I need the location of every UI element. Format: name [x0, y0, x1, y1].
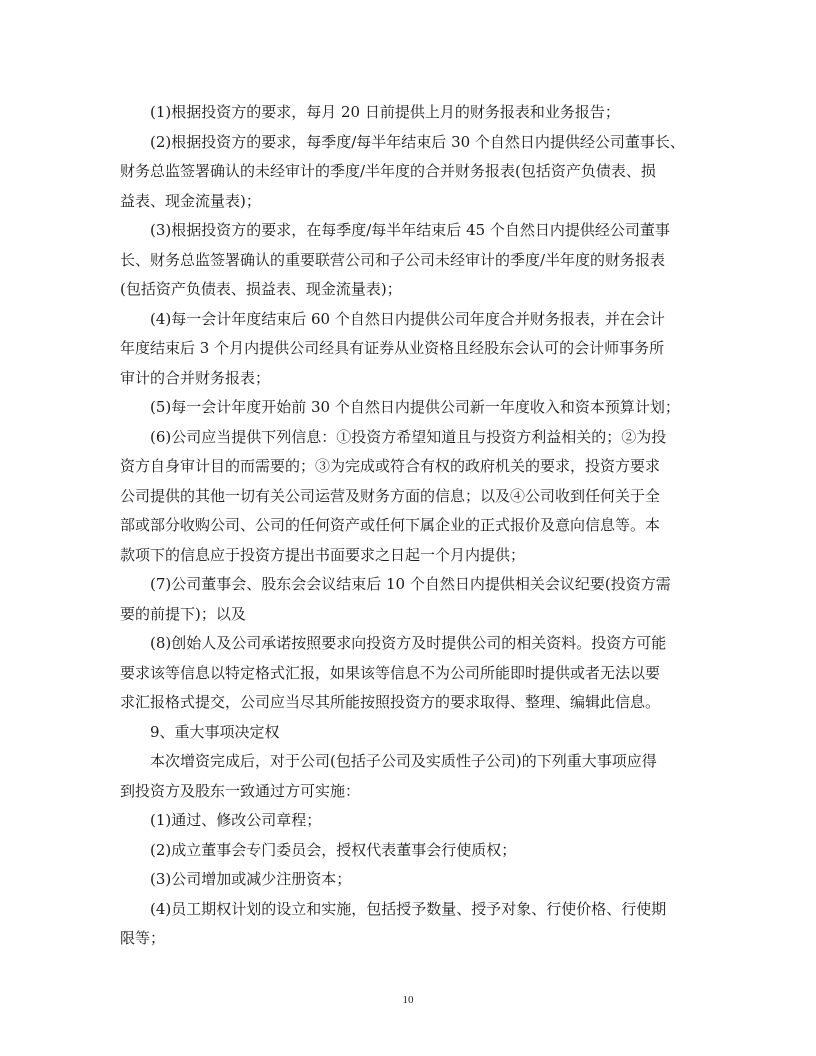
paragraph-information-provision	[120, 423, 698, 571]
paragraph-line: (包括资产负债表、损益表、现金流量表)；	[120, 280, 402, 298]
page-number: 10	[402, 994, 414, 1006]
paragraph-line: 审计的合并财务报表；	[120, 368, 271, 387]
paragraph-financial-report-monthly	[120, 98, 698, 128]
paragraph-line: (2)根据投资方的要求，每季度/每半年结束后 30 个自然日内提供经公司董事长、	[150, 132, 685, 151]
paragraph-line: (1)根据投资方的要求，每月 20 日前提供上月的财务报表和业务报告；	[150, 103, 620, 121]
document-body	[120, 98, 698, 954]
paragraph-line: 要的前提下)；以及	[120, 604, 246, 623]
paragraph-meeting-minutes	[120, 570, 698, 629]
paragraph-line: (6)公司应当提供下列信息：①投资方希望知道且与投资方利益相关的；②为投	[150, 427, 667, 446]
paragraph-line: 限等；	[120, 929, 166, 947]
paragraph-line: 本次增资完成后，对于公司(包括子公司及实质性子公司)的下列重大事项应得	[150, 752, 657, 770]
section-heading-major-decisions	[120, 718, 698, 748]
paragraph-line: 要求该等信息以特定格式汇报，如果该等信息不为公司所能即时提供或者无法以要	[120, 663, 661, 682]
paragraph-line: 款项下的信息应于投资方提出书面要求之日起一个月内提供；	[120, 545, 526, 564]
paragraph-major-decisions-intro	[120, 747, 698, 806]
paragraph-line: (4)每一会计年度结束后 60 个自然日内提供公司年度合并财务报表，并在会计	[150, 309, 665, 328]
paragraph-line: 长、财务总监签署确认的重要联营公司和子公司未经审计的季度/半年度的财务报表	[120, 250, 666, 269]
paragraph-annual-report	[120, 305, 698, 394]
section-heading: 9、重大事项决定权	[150, 722, 280, 741]
paragraph-financial-report-quarterly	[120, 128, 698, 217]
paragraph-line: 部或部分收购公司、公司的任何资产或任何下属企业的正式报价及意向信息等。本	[120, 516, 661, 534]
paragraph-line: (1)通过、修改公司章程；	[150, 811, 322, 829]
list-item-articles-of-association	[120, 806, 698, 836]
paragraph-line: 年度结束后 3 个月内提供公司经具有证券从业资格且经股东会认可的会计师事务所	[120, 339, 665, 357]
list-item-employee-options	[120, 895, 698, 954]
paragraph-line: (3)根据投资方的要求，在每季度/每半年结束后 45 个自然日内提供经公司董事	[150, 221, 670, 239]
paragraph-budget-plan	[120, 393, 698, 423]
paragraph-founder-commitment	[120, 629, 698, 718]
paragraph-line: 求汇报格式提交，公司应当尽其所能按照投资方的要求取得、整理、编辑此信息。	[120, 693, 661, 711]
paragraph-line: 资方自身审计目的而需要的；③为完成或符合有权的政府机关的要求，投资方要求	[120, 457, 661, 475]
paragraph-subsidiary-report	[120, 216, 698, 305]
list-item-board-committee	[120, 836, 698, 866]
paragraph-line: (8)创始人及公司承诺按照要求向投资方及时提供公司的相关资料。投资方可能	[150, 634, 667, 652]
paragraph-line: 财务总监签署确认的未经审计的季度/半年度的合并财务报表(包括资产负债表、损	[120, 162, 656, 180]
paragraph-line: 公司提供的其他一切有关公司运营及财务方面的信息；以及④公司收到任何关于全	[120, 486, 661, 505]
paragraph-line: 益表、现金流量表)；	[120, 191, 261, 210]
paragraph-line: 到投资方及股东一致通过方可实施：	[120, 781, 361, 800]
paragraph-line: (2)成立董事会专门委员会，授权代表董事会行使质权；	[150, 840, 517, 859]
paragraph-line: (4)员工期权计划的设立和实施，包括授予数量、授予对象、行使价格、行使期	[150, 899, 667, 918]
list-item-registered-capital	[120, 865, 698, 895]
paragraph-line: (5)每一会计年度开始前 30 个自然日内提供公司新一年度收入和资本预算计划；	[150, 398, 680, 416]
paragraph-line: (3)公司增加或减少注册资本；	[150, 870, 352, 888]
paragraph-line: (7)公司董事会、股东会会议结束后 10 个自然日内提供相关会议纪要(投资方需	[150, 575, 671, 593]
